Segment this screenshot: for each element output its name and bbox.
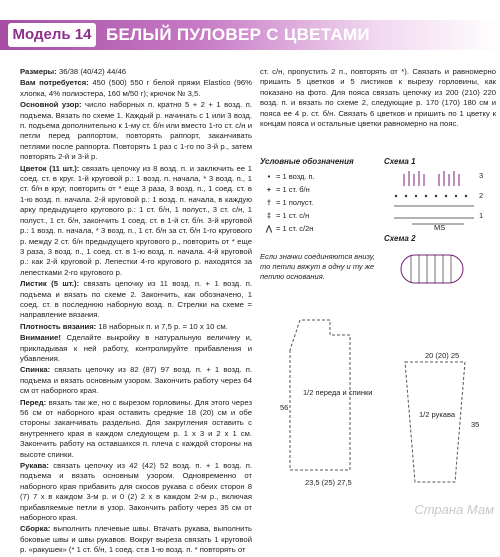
- legend-item: ⋀ = 1 ст. с/2н: [265, 224, 314, 233]
- watermark-logo: Страна Мам: [414, 502, 494, 517]
- legend-note: Если значки соединяются внизу, то петли вяжут в одну и ту же петлю основания.: [260, 252, 376, 281]
- leaf-paragraph: Листик (5 шт.): связать цепочку из 11 возд. п. + 1 возд. п. подъема и вязать по схеме 2. Закончить, как обозначено, 1 соед. ст. в последнюю наборную возд. п. Стрелки на схеме = направление вязания.: [20, 279, 253, 320]
- legend-title: Условные обозначения: [260, 157, 354, 166]
- legend-item: ‡ = 1 ст. с/н: [266, 211, 310, 220]
- attention-paragraph: Внимание! Сделайте выкройку в натуральную величину и, прикладывая к ней работу, контролируйте прибавления и убавления.: [20, 333, 252, 363]
- legend-list: [262, 170, 315, 235]
- scheme2-label: Схема 2: [384, 234, 416, 243]
- scheme1-rapport-label: MS: [434, 223, 446, 232]
- scheme1-diagram: [384, 166, 494, 230]
- body-width: 23,5 (25) 27,5: [305, 478, 352, 487]
- instructions-right-column: [260, 67, 496, 130]
- sleeve-height: 35: [471, 420, 480, 429]
- scheme1-row-2: 2: [479, 191, 484, 200]
- sizes-paragraph: Размеры: 36/38 (40/42) 44/46: [20, 67, 127, 76]
- legend-item: • = 1 возд. п.: [267, 172, 315, 181]
- density-paragraph: Плотность вязания: 18 наборных п. и 7,5 р. = 10 х 10 см.: [20, 321, 228, 331]
- model-number: Модель 14: [8, 23, 96, 47]
- front-paragraph: Перед: вязать так же, но с вырезом горловины. Для этого через 56 см от наборного края оставить средние 18 (20) см и обе стороны заканчивать раздельно. Для закругления оставить с внутреннего края в каждом следующем р. 1 х 3 и 2 х 1 см. Закончить работу на оставшихся п. плеча с каждой стороны на высоте спинки.: [20, 397, 252, 459]
- main-pattern-paragraph: Основной узор: число наборных п. кратно 5 + 2 + 1 возд. п. подъема. Вязать по схеме 1. Каждый р. начинать с 1 или 3 возд. п. подъема дополнительно к 1-му ст. б/н или вместо 1-го ст. с/н и петли перед раппортом, повторять раппорт, заканчивать петлями после раппорта. Повторять 1 раз с 1-го по 3-й р., затем повторять 2-й и 3-й р.: [20, 100, 252, 162]
- instructions-left-column: [20, 67, 252, 557]
- scheme1-row-3: 3: [479, 171, 484, 180]
- right-paragraph: ст. с/н, пропустить 2 п., повторять от *). Связать и равномерно пришить 5 цветков и 5 листиков к вырезу горловины, как показано на фото. Для пояса связать цепочку из 200 (210) 220 возд. п. и вязать по схеме 2, следующие р. 170 (170) 180 см и пояса ее 4 р. ст. б/н. Связать 6 цветков и пришить по 1 цветку к концам пояса и остальные цветки равномерно на пояс.: [260, 67, 496, 129]
- scheme1-label: Схема 1: [384, 157, 416, 166]
- legend-item: † = 1 полуст.: [266, 198, 314, 207]
- pattern-body-diagram: [270, 310, 390, 490]
- assembly-paragraph: Сборка: выполнить плечевые швы. Втачать рукава, выполнить боковые швы и швы рукавов. Вокруг выреза связать 1 круговой р. «ракушек» (* 1 ст. б/н, 1 соед. ст.в 1-ю возд. п. * повторять от: [20, 524, 252, 555]
- scheme1-row-1: 1: [479, 211, 484, 220]
- page-title: БЕЛЫЙ ПУЛОВЕР С ЦВЕТАМИ: [106, 25, 370, 44]
- sleeve-top-dim: 20 (20) 25: [425, 351, 460, 360]
- sleeve-paragraph: Рукава: связать цепочку из 42 (42) 52 возд. п. + 1 возд. п. подъема и вязать основным узором. Одновременно от наборного края прибавить для скосов рукава с обеих сторон 8 (7) 7 х в каждом 3-м р. и 0 (2) 2 х в каждом 2-м р., включая прибавляемые петли в узор. Закончить работу через 35 см от наборного края.: [20, 461, 252, 523]
- back-paragraph: Спинка: связать цепочку из 82 (87) 97 возд. п. + 1 возд. п. подъема и вязать основным узором. Закончить работу через 64 см от наборного края.: [20, 365, 252, 396]
- header-banner: [0, 20, 500, 50]
- flower-paragraph: Цветок (11 шт.): связать цепочку из 8 возд. п. и заключить ее 1 соед. ст. в круг. 1-й круговой р.: 1 возд. п. начала, * 3 возд. п., 1 ст. б/н в круг, повторить от * еще 3 раза, 3 возд. п., 1 соед. ст. в 1-ю возд. п. начала. 2-й круговой р.: 1 возд. п. начала, в каждую арку предыдущего кругового р.: 1 ст. б/н, 1 полуст., 3 ст. с/н, 1 полуст., 1 ст. б/н, закончить 1 соед. ст. в 1-й ст. б/н. 3-й круговой р.: 1 возд. п. начала, * 3 возд. п., 1 ст. б/н за ст. б/н 1-го кругового р. между 2 ст. б/н предыдущего кругового р., повторить от * еще 3 раза, 3 возд. п., 1 соед. ст. в 1-ю возд. п. начала. 4-й круговой р.: как 2-й круговой р. Лепестки 4-го кругового р. находятся за лепестками 2-го кругового р.: [20, 163, 252, 277]
- sleeve-pattern-title: 1/2 рукава: [419, 410, 456, 419]
- legend-item: + = 1 ст. б/н: [266, 185, 310, 194]
- materials-paragraph: Вам потребуется: 450 (500) 550 г белой пряжи Elastico (96% хлопка, 4% полиэстера, 160 м/50 г); крючок № 3,5.: [20, 78, 252, 98]
- scheme2-diagram: [395, 245, 475, 295]
- body-pattern-title: 1/2 переда и спинки: [303, 388, 373, 397]
- body-height: 56: [280, 403, 289, 412]
